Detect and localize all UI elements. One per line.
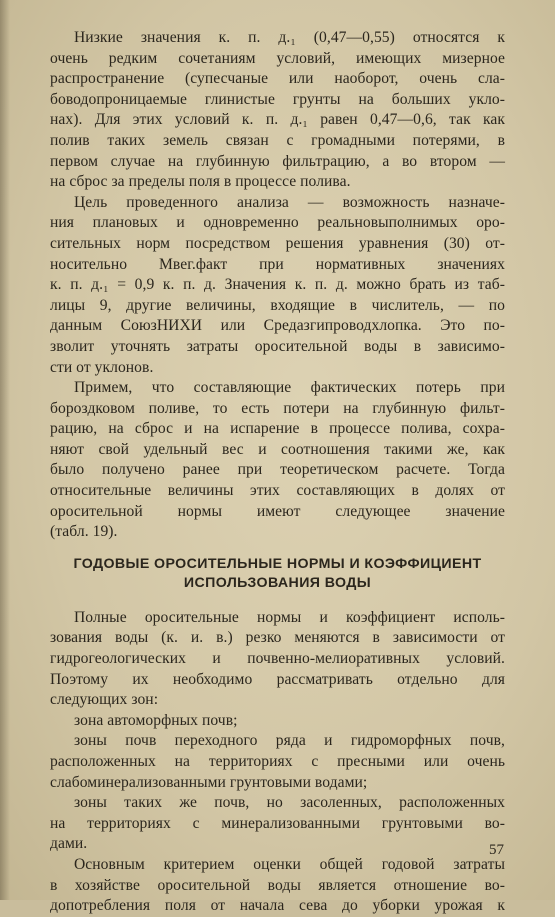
text-line: на территориях с минерализованными грунтовыми во- — [50, 814, 505, 832]
text-line: оросительной нормы имеют следующее значение — [50, 502, 505, 520]
text-line: слабоминерализованными грунтовыми водами; — [50, 773, 368, 791]
text-line: следующих зон: — [50, 691, 159, 709]
text-line: относительные величины этих составляющих в долях от — [50, 482, 505, 500]
text-line: носительно Мвег.факт при нормативных значениях — [50, 255, 505, 273]
text-line: рацию, на сброс и на испарение в процессе полива, сохра- — [50, 420, 505, 438]
text-line: на сброс за пределы поля в процессе полива. — [50, 173, 351, 191]
text-line: зоны таких же почв, но засоленных, расположенных — [74, 794, 505, 812]
paragraph-loss-components — [50, 378, 505, 543]
text-line: лицы 9, другие величины, входящие в числитель, — по — [50, 296, 505, 314]
paragraph-low-efficiency — [50, 28, 505, 193]
text-line: Основным критерием оценки общей годовой затраты — [74, 855, 505, 873]
paragraph-full-norms — [50, 608, 505, 711]
text-line: сительных норм посредством решения уравнения (30) от- — [50, 234, 505, 252]
heading-line: ИСПОЛЬЗОВАНИЯ ВОДЫ — [183, 574, 372, 591]
text-line: Примем, что составляющие фактических потерь при — [74, 379, 505, 397]
text-line: Поэтому их необходимо рассматривать отдельно для — [50, 670, 505, 688]
zone-automorphic — [50, 711, 505, 732]
text-line: первом случае на глубинную фильтрацию, а во втором — — [50, 152, 505, 170]
text-line: гидрогеологических и почвенно-мелиоративных условий. — [50, 650, 505, 668]
text-line: полив таких земель связан с громадными потерями, в — [50, 131, 505, 149]
page-text — [50, 28, 505, 917]
text-line: Низкие значения к. п. д.₁ (0,47—0,55) относятся к — [74, 29, 505, 46]
spine-shadow — [0, 0, 10, 900]
text-line: допотребления поля от начала сева до уборки урожая к — [50, 897, 505, 915]
text-line: данным СоюзНИХИ или Средазгипроводхлопка. Это по- — [50, 317, 505, 335]
text-line: зования воды (к. и. в.) резко меняются в зависимости от — [50, 629, 505, 647]
text-line: очень редким сочетаниям условий, имеющих мизерное — [50, 49, 505, 67]
heading-line: ГОДОВЫЕ ОРОСИТЕЛЬНЫЕ НОРМЫ И КОЭФФИЦИЕНТ — [73, 555, 482, 572]
text-line: распространение (супесчаные или наоборот, очень сла- — [50, 70, 505, 88]
text-line: дами. — [50, 835, 88, 853]
text-line: Цель проведенного анализа — возможность назначе- — [74, 193, 505, 211]
page-number: 57 — [489, 842, 504, 858]
zone-saline — [50, 793, 505, 855]
text-line: бoводопроницаемые глинистые грунты на больших уклo- — [50, 90, 505, 108]
text-line: бороздковом поливе, то есть потери на глубинную фильт- — [50, 399, 505, 417]
text-line: нах). Для этих условий к. п. д.₁ равен 0,47—0,6, так как — [50, 111, 505, 129]
paragraph-main-criterion — [50, 855, 505, 917]
text-line: зоны почв переходного ряда и гидроморфных почв, — [74, 732, 505, 750]
text-line: ния плановых и одновременно реальновыполнимых оро- — [50, 214, 505, 232]
text-line: сти от уклонов. — [50, 358, 154, 376]
text-line: было получено ранее при теоретическом расчете. Тогда — [50, 461, 505, 479]
text-line: зона автоморфных почв; — [74, 711, 238, 729]
text-line: Полные оросительные нормы и коэффициент исполь- — [74, 608, 505, 626]
text-line: (табл. 19). — [50, 523, 118, 541]
text-line: в хозяйстве оросительной воды является отношение во- — [50, 876, 505, 894]
section-heading — [50, 555, 505, 593]
text-line: зволит уточнять затраты оросительной воды в зависимо- — [50, 337, 505, 355]
text-line: к. п. д.₁ = 0,9 к. п. д. Значения к. п. д. можно брать из таб- — [50, 276, 505, 294]
text-line: расположенных на территориях с пресными или очень — [50, 753, 505, 770]
paragraph-analysis-goal — [50, 193, 505, 378]
text-line: няют свой удельный вес и соотношения такими же, как — [50, 440, 505, 458]
zone-transitional — [50, 731, 505, 793]
